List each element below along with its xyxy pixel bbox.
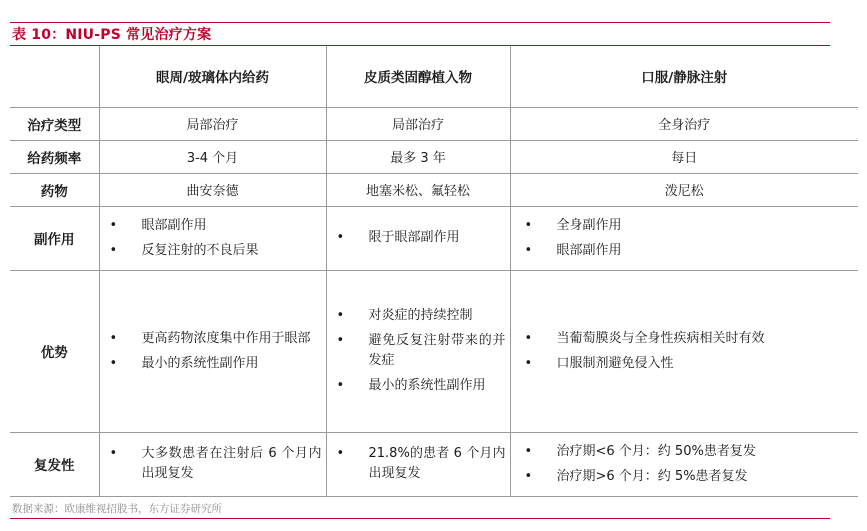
table-cell: 3-4 个月 <box>99 140 326 173</box>
source-note: 数据来源：欧康维视招股书，东方证券研究所 <box>12 503 222 515</box>
list-item: • 更高药物浓度集中作用于眼部 <box>110 329 322 349</box>
table-cell: 全身治疗 <box>510 107 858 140</box>
row-header: 复发性 <box>10 432 99 496</box>
table-cell <box>99 270 326 432</box>
table-cell <box>99 206 326 270</box>
table-row <box>10 206 858 270</box>
table-row <box>10 107 858 140</box>
table-row <box>10 140 858 173</box>
treatment-table <box>10 46 858 497</box>
table-cell <box>326 206 510 270</box>
list-item: • 最小的系统性副作用 <box>337 376 506 396</box>
bullet-list <box>100 435 326 493</box>
table-cell: 地塞米松、氟轻松 <box>326 173 510 206</box>
list-item: • 限于眼部副作用 <box>337 228 506 248</box>
list-item: • 21.8%的患者 6 个月内出现复发 <box>337 444 506 484</box>
table-cell: 每日 <box>510 140 858 173</box>
bullet-list <box>511 433 859 496</box>
bullet-list <box>327 435 510 493</box>
table-cell <box>510 432 858 496</box>
table-cell <box>510 206 858 270</box>
list-item: • 大多数患者在注射后 6 个月内出现复发 <box>110 444 322 484</box>
top-rule <box>10 22 830 23</box>
bullet-list <box>100 207 326 270</box>
table-row <box>10 173 858 206</box>
list-item: • 最小的系统性副作用 <box>110 354 322 374</box>
list-item: • 眼部副作用 <box>110 216 322 236</box>
table-title: 表 10：NIU-PS 常见治疗方案 <box>12 27 212 43</box>
list-item: • 全身副作用 <box>525 216 855 236</box>
table-cell: 最多 3 年 <box>326 140 510 173</box>
bullet-list <box>327 219 510 257</box>
row-header: 药物 <box>10 173 99 206</box>
row-header: 治疗类型 <box>10 107 99 140</box>
table-cell: 泼尼松 <box>510 173 858 206</box>
bullet-list <box>511 207 859 270</box>
column-header: 眼周/玻璃体内给药 <box>99 46 326 107</box>
header-row <box>10 46 858 107</box>
column-header: 皮质类固醇植入物 <box>326 46 510 107</box>
corner-cell <box>10 46 99 107</box>
list-item: • 对炎症的持续控制 <box>337 306 506 326</box>
table-row <box>10 432 858 496</box>
table-cell: 局部治疗 <box>326 107 510 140</box>
row-header: 给药频率 <box>10 140 99 173</box>
row-header: 优势 <box>10 270 99 432</box>
table-cell: 曲安奈德 <box>99 173 326 206</box>
list-item: • 口服制剂避免侵入性 <box>525 354 855 374</box>
table-row <box>10 270 858 432</box>
row-header: 副作用 <box>10 206 99 270</box>
table-cell <box>510 270 858 432</box>
table-cell: 局部治疗 <box>99 107 326 140</box>
list-item: • 反复注射的不良后果 <box>110 241 322 261</box>
table-cell <box>326 432 510 496</box>
column-header: 口服/静脉注射 <box>510 46 858 107</box>
bottom-rule <box>10 518 830 519</box>
list-item: • 眼部副作用 <box>525 241 855 261</box>
list-item: • 当葡萄膜炎与全身性疾病相关时有效 <box>525 329 855 349</box>
bullet-list <box>511 320 859 383</box>
list-item: • 治疗期>6 个月：约 5%患者复发 <box>525 467 855 487</box>
table-cell <box>99 432 326 496</box>
list-item: • 避免反复注射带来的并发症 <box>337 331 506 371</box>
bullet-list <box>327 297 510 405</box>
list-item: • 治疗期<6 个月：约 50%患者复发 <box>525 442 855 462</box>
table-cell <box>326 270 510 432</box>
bullet-list <box>100 320 326 383</box>
